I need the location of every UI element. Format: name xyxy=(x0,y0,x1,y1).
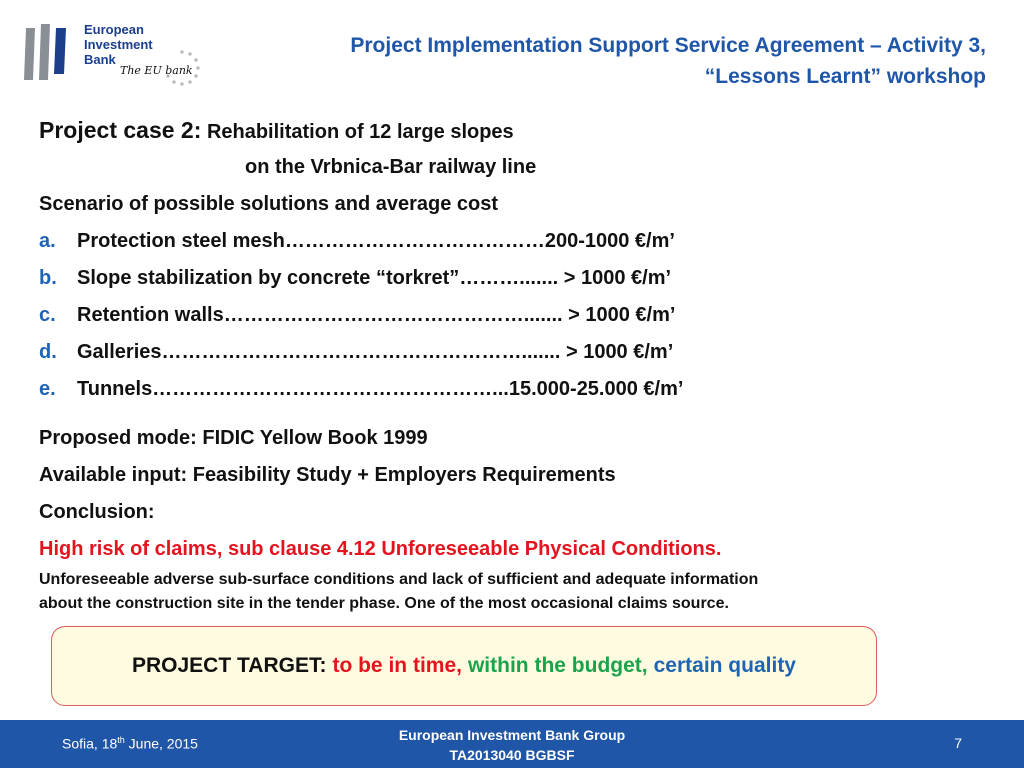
case-heading xyxy=(39,112,999,149)
conclusion-detail-line1: Unforeseeable adverse sub-surface conditions and lack of sufficient and adequate information xyxy=(39,571,759,588)
project-target-label: PROJECT TARGET: xyxy=(131,654,327,677)
slide-footer xyxy=(0,720,1024,768)
list-item-text: Tunnels……………………………………………...15.000-25.000 €/m’ xyxy=(77,378,684,400)
list-item-letter: a. xyxy=(39,230,56,252)
conclusion-heading: Conclusion: xyxy=(39,501,155,523)
proposed-mode: Proposed mode: FIDIC Yellow Book 1999 xyxy=(39,427,428,449)
case-title-continued: on the Vrbnica-Bar railway line xyxy=(245,156,537,178)
project-target-time: to be in time, xyxy=(332,654,462,677)
eib-logo-name: European Investment Bank xyxy=(84,22,153,67)
slide-title xyxy=(206,30,986,92)
conclusion-detail-line2: about the construction site in the tender phase. One of the most occasional claims source. xyxy=(39,595,729,612)
list-item xyxy=(39,297,999,334)
list-item-text: Slope stabilization by concrete “torkret”………....... > 1000 €/m’ xyxy=(77,267,672,289)
footer-organization xyxy=(312,725,712,765)
scenario-heading: Scenario of possible solutions and average cost xyxy=(39,193,499,215)
slide-content xyxy=(39,112,999,616)
list-item-letter: e. xyxy=(39,378,56,400)
project-target-budget: within the budget, xyxy=(467,654,648,677)
list-item-text: Protection steel mesh…………………………………200-1000 €/m’ xyxy=(77,230,675,252)
list-item xyxy=(39,334,999,371)
eib-logo xyxy=(22,18,202,88)
slide-title-line2: “Lessons Learnt” workshop xyxy=(704,65,986,88)
footer-date: Sofia, 18th June, 2015 xyxy=(62,735,198,752)
list-item xyxy=(39,260,999,297)
eib-logo-tagline: The EU bank xyxy=(120,64,193,77)
spacer xyxy=(39,408,999,420)
list-item-text: Retention walls………………………………………....... > 1000 €/m’ xyxy=(77,304,676,326)
case-title: Rehabilitation of 12 large slopes xyxy=(206,121,514,143)
footer-project-code: TA2013040 BGBSF xyxy=(449,747,575,763)
available-input: Available input: Feasibility Study + Employers Requirements xyxy=(39,464,616,486)
list-item-letter: d. xyxy=(39,341,57,363)
eib-logo-bars-icon xyxy=(22,22,74,82)
list-item xyxy=(39,371,999,408)
slide-title-line1: Project Implementation Support Service Agreement – Activity 3, xyxy=(350,34,986,57)
case-label: Project case 2: xyxy=(39,117,202,143)
conclusion-highlight: High risk of claims, sub clause 4.12 Unforeseeable Physical Conditions. xyxy=(39,538,722,560)
list-item-letter: b. xyxy=(39,267,57,289)
list-item-letter: c. xyxy=(39,304,56,326)
page-number: 7 xyxy=(954,735,962,751)
project-target-box xyxy=(51,626,877,706)
list-item xyxy=(39,223,999,260)
list-item-text: Galleries………………………………………………....... > 1000 €/m’ xyxy=(77,341,674,363)
footer-org-name: European Investment Bank Group xyxy=(398,727,626,743)
project-target-quality: certain quality xyxy=(653,654,796,677)
